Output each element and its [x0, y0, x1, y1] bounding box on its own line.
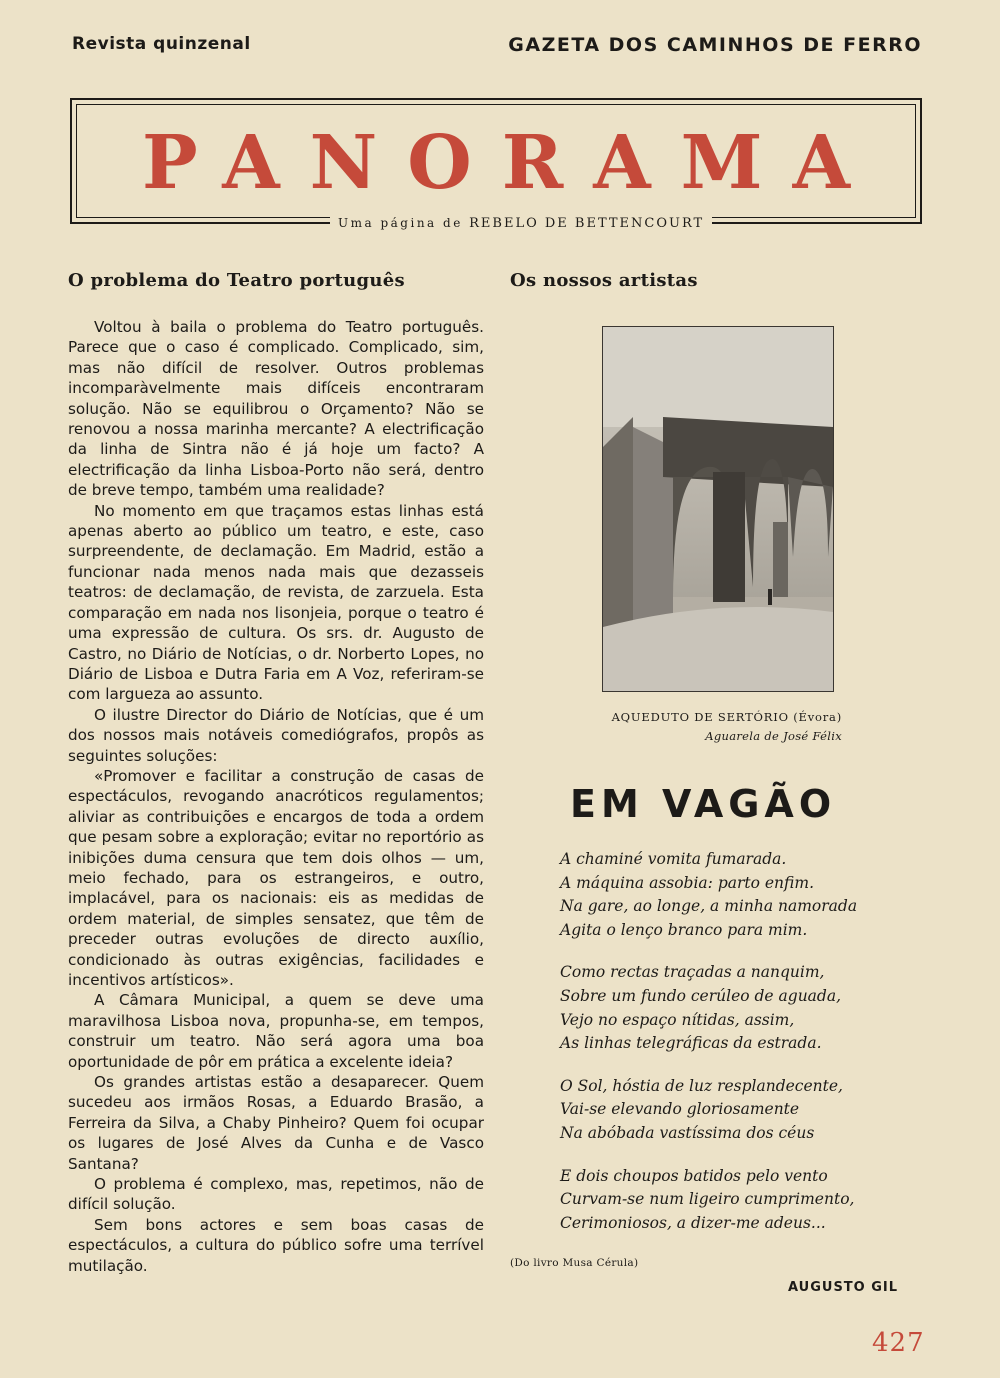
- poem-author: AUGUSTO GIL: [788, 1280, 899, 1295]
- article-paragraph: No momento em que traçamos estas linhas está apenas aberto ao público um teatro, e este, caso surpreendente, de declamação. Em Madrid, estão a funcionar nada menos nada mais que dezasseis teatros: de declamação, de revista, de zarzuela. Esta comparação em nada nos lisonjeia, porque o teatro é uma expressão de cultura. Os srs. dr. Augusto de Castro, no Diário de Notícias, o dr. Norberto Lopes, no Diário de Lisboa e Dutra Faria em A Voz, referiram-se com largueza ao assunto.: [68, 501, 484, 704]
- poem-line: Vejo no espaço nítidas, assim,: [560, 1010, 795, 1029]
- poem-line: A máquina assobia: parto enfim.: [560, 873, 815, 892]
- running-header-left: Revista quinzenal: [72, 34, 251, 54]
- left-column: [68, 270, 484, 1276]
- poem-body: [560, 848, 910, 1254]
- byline-prefix: Uma página de: [338, 216, 463, 230]
- poem-line: As linhas telegráficas da estrada.: [560, 1034, 822, 1053]
- poem-line: Como rectas traçadas a nanquim,: [560, 963, 825, 982]
- caption-credit: Aguarela de José Félix: [705, 729, 842, 743]
- poem-stanza: [560, 1075, 910, 1146]
- left-article-title: O problema do Teatro português: [68, 270, 405, 291]
- poem-line: E dois choupos batidos pelo vento: [560, 1166, 828, 1185]
- poem-stanza: [560, 961, 910, 1055]
- right-article-title: Os nossos artistas: [510, 270, 698, 291]
- poem-line: Sobre um fundo cerúleo de aguada,: [560, 986, 842, 1005]
- running-header-right: GAZETA DOS CAMINHOS DE FERRO: [508, 34, 922, 56]
- poem-line: Vai-se elevando gloriosamente: [560, 1100, 800, 1119]
- poem-stanza: [560, 848, 910, 942]
- article-paragraph: O problema é complexo, mas, repetimos, não de difícil solução.: [68, 1175, 484, 1214]
- poem-title: EM VAGÃO: [570, 782, 837, 826]
- left-article-body: [68, 317, 484, 1276]
- article-paragraph: Os grandes artistas estão a desaparecer. Quem sucedeu aos irmãos Rosas, a Eduardo Brasão, a Ferreira da Silva, a Chaby Pinheiro? Quem foi ocupar os lugares de José Alves da Cunha e de Vasco Santana?: [68, 1073, 484, 1173]
- article-paragraph: «Promover e facilitar a construção de casas de espectáculos, revogando anacróticos regulamentos; aliviar as contribuições e encargos de toda a ordem que pesam sobre a exploração; evitar no reportório as inibições duma censura que tem dois olhos — um, meio fechado, para os estrangeiros, e outro, implacável, para os nacionais: eis as medidas de ordem material, de simples sensatez, que têm de preceder outras evoluções de directo auxílio, condicionado às outras exigências, facilidades e incentivos artísticos».: [68, 766, 484, 989]
- poem-source: (Do livro Musa Cérula): [510, 1257, 639, 1269]
- article-paragraph: Sem bons actores e sem boas casas de espectáculos, a cultura do público sofre uma terrível mutilação.: [68, 1215, 484, 1275]
- poem-line: A chaminé vomita fumarada.: [560, 850, 787, 868]
- illustration-caption: [602, 710, 842, 743]
- poem-line: Curvam-se num ligeiro cumprimento,: [560, 1190, 855, 1209]
- aqueduct-illustration: [602, 326, 834, 692]
- byline: [330, 216, 712, 231]
- caption-title: AQUEDUTO DE SERTÓRIO (Évora): [611, 710, 842, 724]
- poem-line: Na gare, ao longe, a minha namorada: [560, 897, 858, 916]
- banner-title: PANORAMA: [141, 120, 881, 206]
- poem-line: Cerimoniosos, a dizer-me adeus...: [560, 1213, 826, 1232]
- aqueduct-drawing: [603, 327, 833, 691]
- article-paragraph: Voltou à baila o problema do Teatro português. Parece que o caso é complicado. Complicado, sim, mas não difícil de resolver. Outros problemas incomparàvelmente mais difíceis encontraram solução. Não se equilibrou o Orçamento? Não se renovou a nossa marinha mercante? A electrificação da linha de Sintra não é já hoje um facto? A electrificação da linha Lisboa-Porto não será, dentro de breve tempo, também uma realidade?: [68, 318, 484, 500]
- byline-author: REBELO DE BETTENCOURT: [469, 216, 705, 231]
- poem-line: Agita o lenço branco para mim.: [560, 920, 808, 939]
- poem-line: Na abóbada vastíssima dos céus: [560, 1123, 815, 1142]
- page-number: 427: [872, 1328, 925, 1358]
- poem-line: O Sol, hóstia de luz resplandecente,: [560, 1076, 843, 1095]
- article-paragraph: A Câmara Municipal, a quem se deve uma maravilhosa Lisboa nova, propunha-se, em tempos, construir um teatro. Não será agora uma boa oportunidade de pôr em prática a excelente ideia?: [68, 991, 484, 1071]
- panorama-banner: [70, 98, 922, 224]
- right-column: [510, 270, 910, 1295]
- article-paragraph: O ilustre Director do Diário de Notícias, que é um dos nossos mais notáveis comediógrafos, propôs as seguintes soluções:: [68, 705, 484, 765]
- poem-stanza: [560, 1165, 910, 1236]
